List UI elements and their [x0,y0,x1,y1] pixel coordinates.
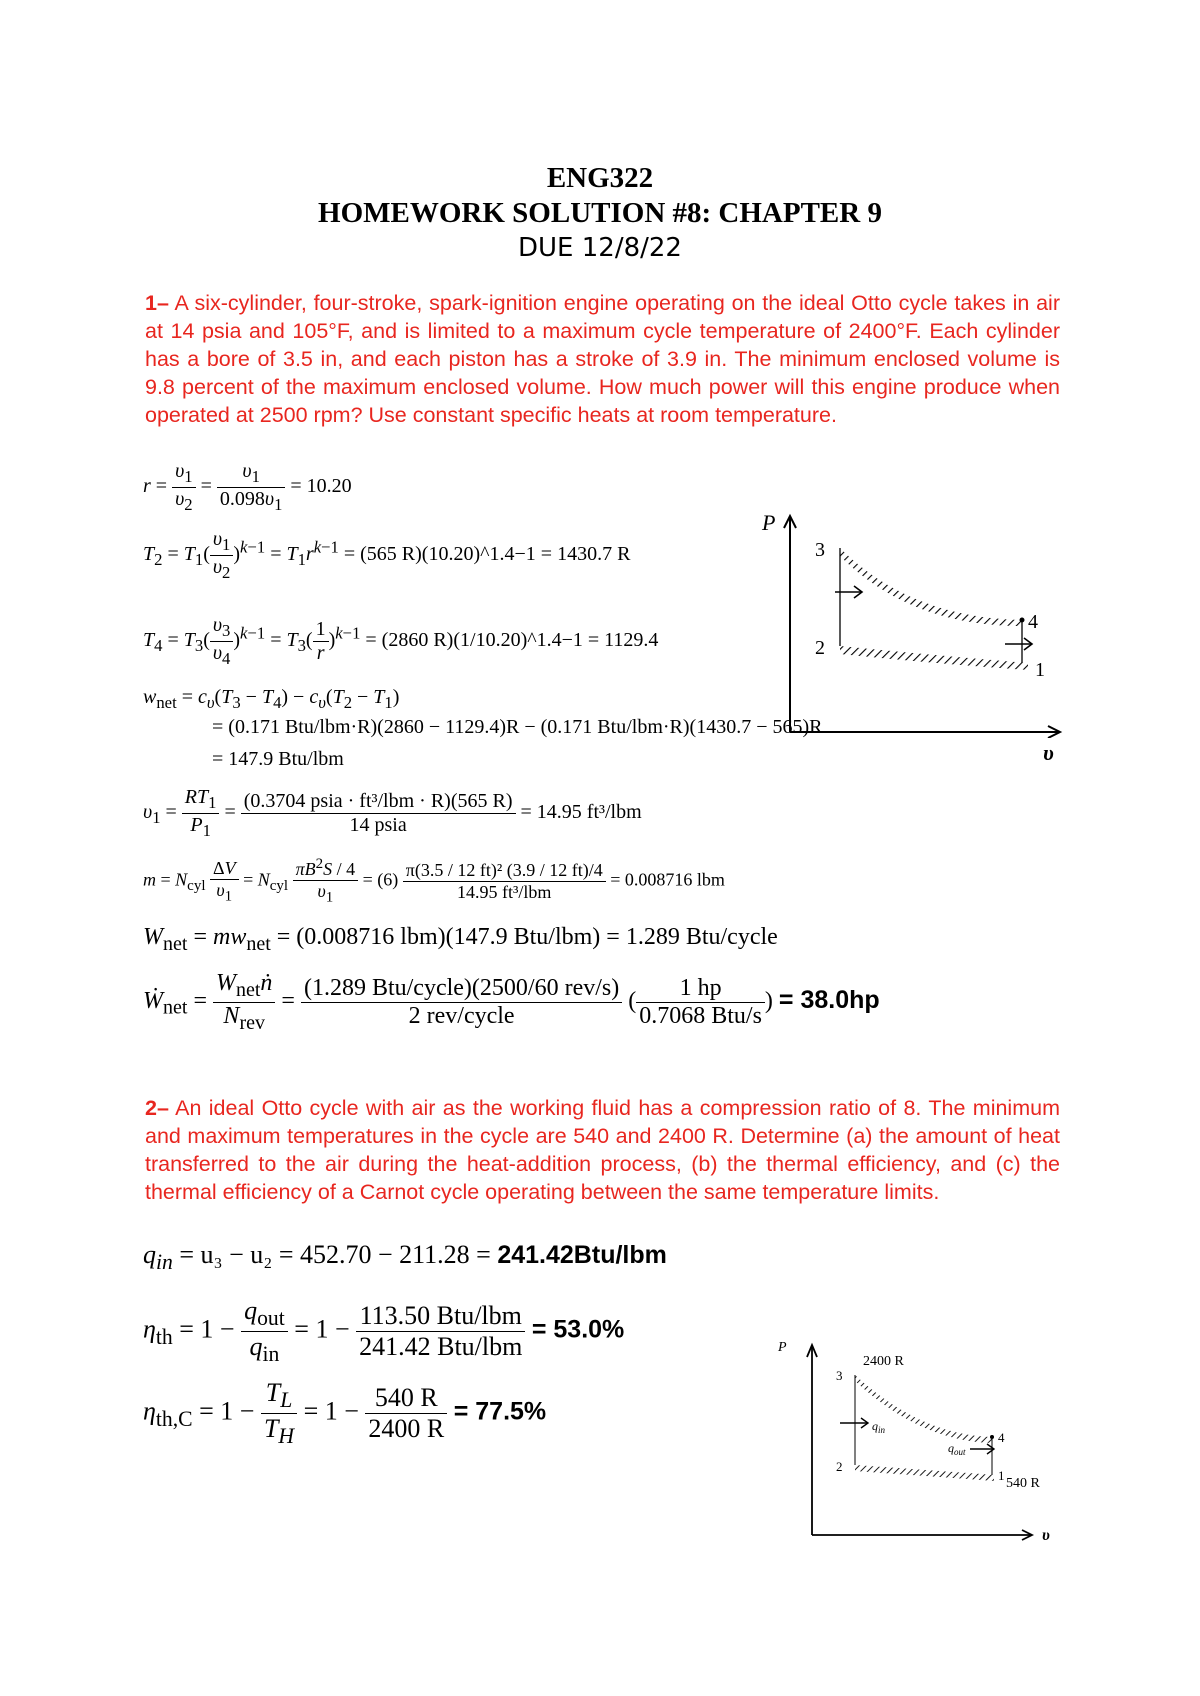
p2-state-4-label: 4 [998,1430,1005,1445]
problem-1-statement [145,289,1060,429]
problem-2-text: An ideal Otto cycle with air as the working fluid has a compression ratio of 8. The minimum and maximum temperatures in the cycle are 540 and 2400 R. Determine (a) the amount of heat transferred to the air during the heat-addition process, (b) the thermal efficiency, and (c) the thermal efficiency of a Carnot cycle operating between the same temperature limits. [145,1096,1060,1204]
eq-Wnet: $W_{net} = mw_{net} = (0.008716$ lbm)(147.9 Btu/lbm) = 1.289 Btu/cycle [143,924,778,955]
v-axis-label: υ [1043,740,1054,765]
eq-Wnet-result: = (0.008716 lbm)(147.9 Btu/lbm) = 1.289 Btu/cycle [276,924,778,950]
state-4-label: 4 [1028,611,1038,633]
answer-power: = 38.0hp [778,985,880,1014]
course-code: ENG322 [546,162,654,194]
p2-v-axis-label: υ [1042,1527,1050,1544]
eq-t2: $T_2 = T_1$( $\frac{\upsilon_1}{\upsilon_2}$ )$^{k-1} = T_1r^{k-1} = (565$ R)(10.20)^1.4−1 = 1430.7 R [143,528,631,582]
eq-qin: $q_{in} = u_3 - u_2 = 452.70 - 211.28 = 241.42Btu/lbm$ [143,1240,667,1275]
hatch-upper [840,548,1022,626]
hatch-lower [840,646,1028,670]
eq-t4: $T_4 = T_3$( $\frac{\upsilon_3}{\upsilon_4}$ )$^{k-1} = T_3$( $\frac{1}{r}$ )$^{k-1}$ = (2860 R)(1/10.20)^1.4−1 = 1129.4 [143,614,659,668]
eq-eta-numerator: 113.50 Btu/lbm [356,1301,525,1332]
p2-state-2-label: 2 [836,1459,843,1474]
eq-t4-result: = (2860 R)(1/10.20)^1.4−1 = 1129.4 [365,629,659,652]
eq-hp-denominator: 0.7068 Btu/s [639,1002,762,1029]
eq-m-result: = 0.008716 lbm [610,869,725,890]
eq-r-result: = 10.20 [290,475,352,498]
eq-thermal-efficiency: $\eta_{th} = 1$ − $\frac{q_{out}}{q_{in}}$ = 1 − $\frac{\text{113.50 Btu/lbm}}{\text{241.42 Btu/lbm}}$ = 53.0% [143,1296,625,1367]
eq-compression-ratio: r = $\frac{\upsilon_1}{\upsilon_2}$ = $\frac{\upsilon_1}{0.098\upsilon_1}$ = 10.20 [143,460,352,514]
state-1-label: 1 [1035,659,1045,681]
eq-power-denominator: 2 rev/cycle [408,1002,515,1029]
eq-power: Ẇ$_{net}$ = $\frac{W_{net}ṅ}{N_{rev}}$ = $\frac{\text{(1.289 Btu/cycle)(2500/60 rev/s)}}{\text{2 rev/cycle}}$ ( $\frac{1 hp}{\text{0.7068 Btu/s}}$ ) = 38.0hp [143,970,880,1034]
eq-wnet-definition: $w_{net} = c_\upsilon(T_3 - T_4) - c_\upsilon(T_2 - T_1)$ [143,686,400,712]
eq-carnot-denominator: 2400 R [368,1414,445,1444]
problem-2-statement [145,1094,1060,1206]
eq-m-denominator: 14.95 ft³/lbm [457,881,552,902]
eq-qin-expression: = u₃ − u₂ = 452.70 − 211.28 = [179,1240,491,1269]
state-3-label: 3 [815,539,825,561]
eq-v1-result: = 14.95 ft³/lbm [520,801,642,824]
eq-eta-denominator: 241.42 Btu/lbm [359,1332,523,1362]
eq-t2-result: = (565 R)(10.20)^1.4−1 = 1430.7 R [343,543,631,566]
tmin-label: 540 R [1006,1476,1040,1491]
svg-text:qout: $q_{out}$ [948,1441,966,1457]
eq-v1-denominator: 14 psia [349,814,407,836]
answer-qin: 241.42Btu/lbm [497,1241,667,1269]
eq-carnot-numerator: 540 R [365,1383,447,1414]
eq-mass: $m = N_{cyl}$ $\frac{\Delta V}{\upsilon_1}$ = $N_{cyl}$ $\frac{\pi B^2S / 4}{\upsilon_1}$ = (6) $\frac{\text{π(3.5 / 12 ft)² (3.9 / 12 ft)/4}}{\text{14.95 ft³/lbm}}$ = 0.008716 lbm [143,856,725,906]
state-2-label: 2 [815,637,825,659]
pv-diagram-1 [760,508,1070,738]
eq-carnot-efficiency: $\eta_{th,C} = 1$ − $\frac{T_L}{T_H}$ = 1 − $\frac{540 R}{2400 R}$ = 77.5% [143,1378,547,1449]
p-axis-label: P [762,510,776,535]
p2-state-1-label: 1 [998,1468,1005,1483]
eq-v1: $\upsilon_1$ = $\frac{RT_1}{P_1}$ = $\frac{\text{(0.3704 psia · ft³/lbm · R)(565 R)}}{\text{14 psia}}$ = 14.95 ft³/lbm [143,786,642,840]
eq-power-numerator: (1.289 Btu/cycle)(2500/60 rev/s) [301,975,622,1003]
p2-state-3-label: 3 [836,1368,843,1383]
eq-m-numerator: π(3.5 / 12 ft)² (3.9 / 12 ft)/4 [403,860,606,882]
eq-v1-numerator: (0.3704 psia · ft³/lbm · R)(565 R) [241,790,516,814]
svg-text:qin: $q_{in}$ [872,1419,886,1435]
p2-p-axis-label: P [778,1340,787,1355]
eq-wnet-line2: = 147.9 Btu/lbm [212,748,344,770]
problem-2-number: 2– [145,1096,169,1120]
answer-carnot: = 77.5% [453,1397,547,1426]
tmax-label: 2400 R [863,1354,904,1369]
problem-1-number: 1– [145,291,169,315]
page-title: HOMEWORK SOLUTION #8: CHAPTER 9 [318,197,882,229]
answer-eta: = 53.0% [531,1315,625,1344]
pv-diagram-2 [770,1335,1070,1545]
eq-wnet-line1: = (0.171 Btu/lbm·R)(2860 − 1129.4)R − (0.171 Btu/lbm·R)(1430.7 − 565)R [212,716,823,738]
due-date: DUE 12/8/22 [518,233,682,263]
eq-hp-numerator: 1 hp [636,975,765,1003]
problem-1-text: A six-cylinder, four-stroke, spark-ignition engine operating on the ideal Otto cycle takes in air at 14 psia and 105°F, and is limited to a maximum cycle temperature of 2400°F. Each cylinder has a bore of 3.5 in, and each piston has a stroke of 3.9 in. The minimum enclosed volume is 9.8 percent of the maximum enclosed volume. How much power will this engine produce when operated at 2500 rpm? Use constant specific heats at room temperature. [145,291,1060,427]
